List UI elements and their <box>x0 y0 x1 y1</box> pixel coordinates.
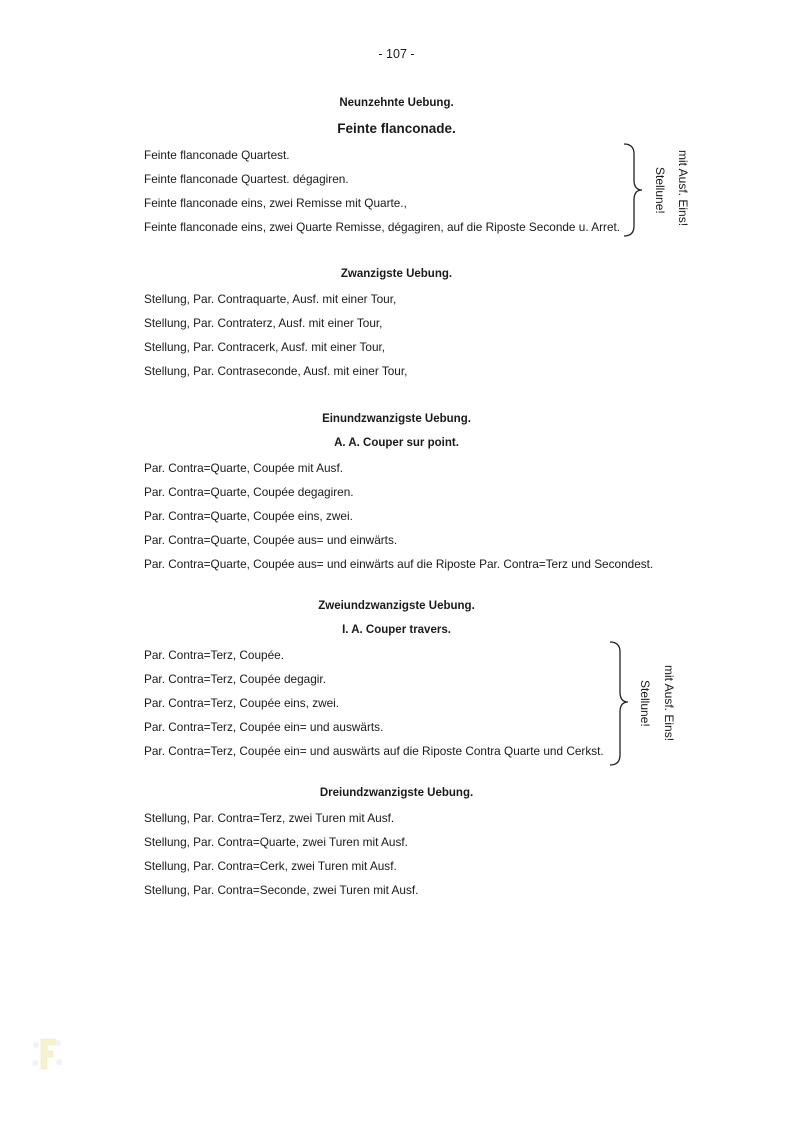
curly-brace-icon <box>606 640 632 767</box>
exercise-line: Stellung, Par. Contra=Terz, zwei Turen mit Ausf. <box>144 811 395 825</box>
exercise-line: Par. Contra=Terz, Coupée. <box>144 648 285 662</box>
section-subheading: A. A. Couper sur point. <box>334 437 459 449</box>
side-note-execution: mit Ausf. Eins! <box>662 665 676 742</box>
side-note-execution: mit Ausf. Eins! <box>676 150 690 227</box>
exercise-line: Stellung, Par. Contraterz, Ausf. mit einer Tour, <box>144 316 383 330</box>
section-heading: Zwanzigste Uebung. <box>340 268 453 280</box>
exercise-line: Feinte flanconade Quartest. dégagiren. <box>144 172 349 186</box>
section-heading: Zweiundzwanzigste Uebung. <box>318 600 475 612</box>
exercise-line: Par. Contra=Terz, Coupée ein= und auswärts auf die Riposte Contra Quarte und Cerkst. <box>144 744 604 758</box>
side-note-position: Stellune! <box>653 167 667 214</box>
exercise-line: Par. Contra=Quarte, Coupée mit Ausf. <box>144 461 344 475</box>
f-logo-icon <box>30 1035 64 1073</box>
exercise-line: Par. Contra=Terz, Coupée eins, zwei. <box>144 696 340 710</box>
exercise-line: Stellung, Par. Contraseconde, Ausf. mit einer Tour, <box>144 364 408 378</box>
exercise-line: Par. Contra=Quarte, Coupée aus= und einwärts. <box>144 533 398 547</box>
exercise-line: Stellung, Par. Contraquarte, Ausf. mit einer Tour, <box>144 292 397 306</box>
section-heading: Dreiundzwanzigste Uebung. <box>319 787 474 799</box>
exercise-line: Par. Contra=Quarte, Coupée eins, zwei. <box>144 509 353 523</box>
section-heading: Einundzwanzigste Uebung. <box>322 413 471 425</box>
exercise-line: Par. Contra=Quarte, Coupée aus= und einwärts auf die Riposte Par. Contra=Terz und Secondest. <box>144 557 654 571</box>
section-heading: Neunzehnte Uebung. <box>339 97 454 109</box>
section-subheading: Feinte flanconade. <box>337 121 456 136</box>
exercise-line: Par. Contra=Quarte, Coupée degagiren. <box>144 485 354 499</box>
exercise-line: Stellung, Par. Contra=Quarte, zwei Turen mit Ausf. <box>144 835 408 849</box>
exercise-line: Stellung, Par. Contra=Seconde, zwei Turen mit Ausf. <box>144 883 419 897</box>
exercise-line: Feinte flanconade Quartest. <box>144 148 290 162</box>
exercise-line: Par. Contra=Terz, Coupée ein= und auswärts. <box>144 720 384 734</box>
curly-brace-icon <box>620 142 646 238</box>
page-number: - 107 - <box>378 47 415 61</box>
exercise-line: Par. Contra=Terz, Coupée degagir. <box>144 672 326 686</box>
exercise-line: Stellung, Par. Contracerk, Ausf. mit einer Tour, <box>144 340 386 354</box>
side-note-position: Stellune! <box>638 680 652 727</box>
section-subheading: I. A. Couper travers. <box>342 624 451 636</box>
exercise-line: Stellung, Par. Contra=Cerk, zwei Turen mit Ausf. <box>144 859 397 873</box>
exercise-line: Feinte flanconade eins, zwei Quarte Remisse, dégagiren, auf die Riposte Seconde u. Arret. <box>144 220 621 234</box>
exercise-line: Feinte flanconade eins, zwei Remisse mit Quarte., <box>144 196 407 210</box>
